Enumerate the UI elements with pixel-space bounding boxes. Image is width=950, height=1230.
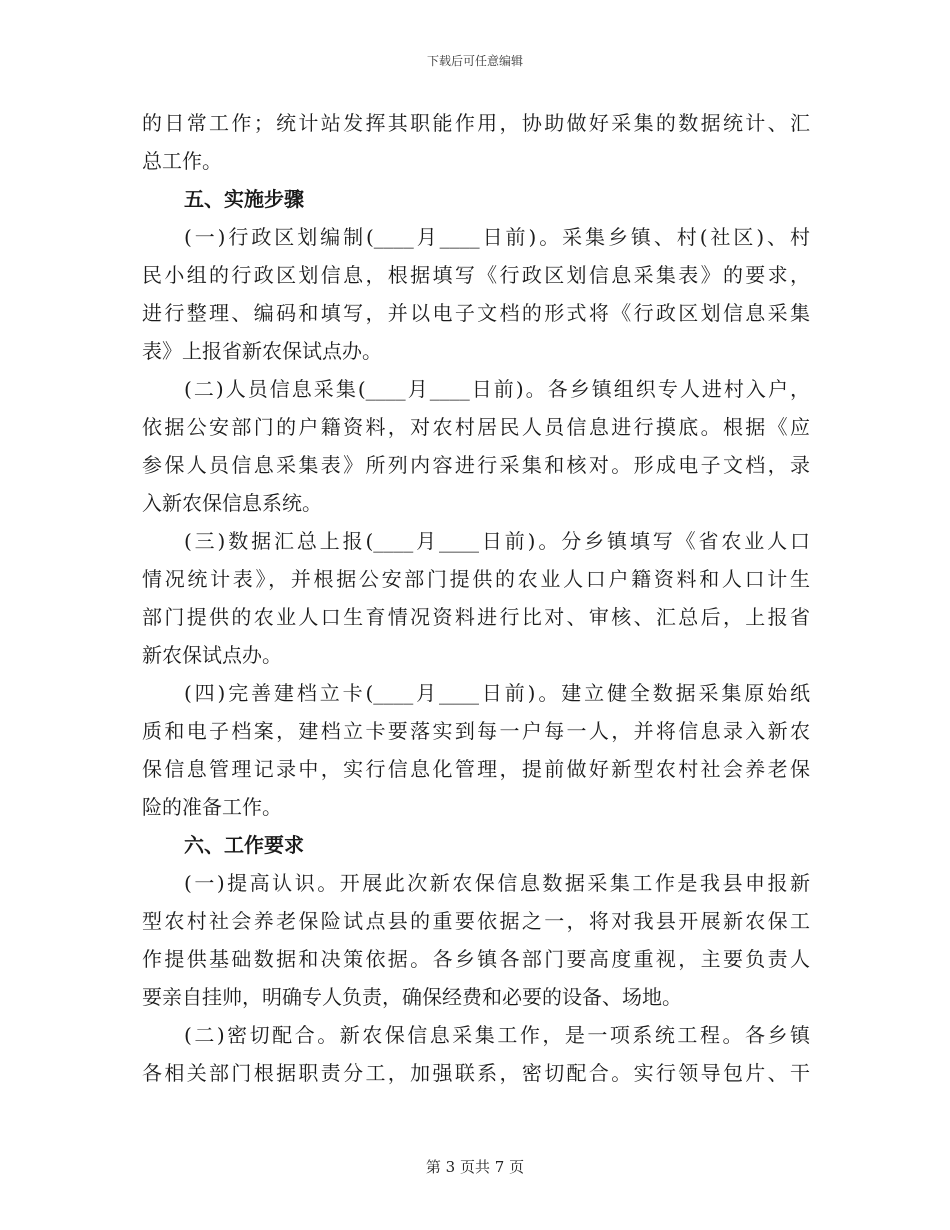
text-line: (四)完善建档立卡(____月____日前)。建立健全数据采集原始纸	[184, 681, 810, 705]
text-line: 部门提供的农业人口生育情况资料进行比对、审核、汇总后，上报省	[142, 605, 810, 629]
section-heading: 五、实施步骤	[184, 187, 304, 211]
text-line: (一)行政区划编制(____月____日前)。采集乡镇、村(社区)、村	[184, 225, 810, 249]
text-line: 作提供基础数据和决策依据。各乡镇各部门要高度重视，主要负责人	[142, 947, 810, 971]
text-line: 的日常工作；统计站发挥其职能作用，协助做好采集的数据统计、汇	[142, 111, 810, 135]
page-footer: 第 3 页共 7 页	[425, 1158, 525, 1176]
text-line: (一)提高认识。开展此次新农保信息数据采集工作是我县申报新	[184, 871, 810, 895]
section-heading: 六、工作要求	[184, 833, 304, 857]
text-line: 险的准备工作。	[142, 795, 282, 819]
text-line: 总工作。	[142, 149, 222, 173]
text-line: 依据公安部门的户籍资料，对农村居民人员信息进行摸底。根据《应	[142, 415, 810, 439]
text-line: 进行整理、编码和填写，并以电子文档的形式将《行政区划信息采集	[142, 301, 810, 325]
text-line: (二)密切配合。新农保信息采集工作，是一项系统工程。各乡镇	[184, 1023, 810, 1047]
text-line: 民小组的行政区划信息，根据填写《行政区划信息采集表》的要求，	[142, 263, 810, 287]
text-line: 质和电子档案，建档立卡要落实到每一户每一人，并将信息录入新农	[142, 719, 810, 743]
text-line: 入新农保信息系统。	[142, 491, 322, 515]
document-body	[142, 104, 810, 1092]
text-line: 情况统计表》，并根据公安部门提供的农业人口户籍资料和人口计生	[142, 567, 810, 591]
text-line: 保信息管理记录中，实行信息化管理，提前做好新型农村社会养老保	[142, 757, 810, 781]
text-line: (三)数据汇总上报(____月____日前)。分乡镇填写《省农业人口	[184, 529, 810, 553]
text-line: 各相关部门根据职责分工，加强联系，密切配合。实行领导包片、干	[142, 1061, 810, 1085]
text-line: 新农保试点办。	[142, 643, 282, 667]
text-line: 型农村社会养老保险试点县的重要依据之一，将对我县开展新农保工	[142, 909, 810, 933]
text-line: 参保人员信息采集表》所列内容进行采集和核对。形成电子文档，录	[142, 453, 810, 477]
text-line: (二)人员信息采集(____月____日前)。各乡镇组织专人进村入户，	[184, 377, 810, 401]
text-line: 要亲自挂帅，明确专人负责，确保经费和必要的设备、场地。	[142, 985, 682, 1009]
page-header: 下载后可任意编辑	[426, 54, 523, 68]
text-line: 表》上报省新农保试点办。	[142, 339, 382, 363]
